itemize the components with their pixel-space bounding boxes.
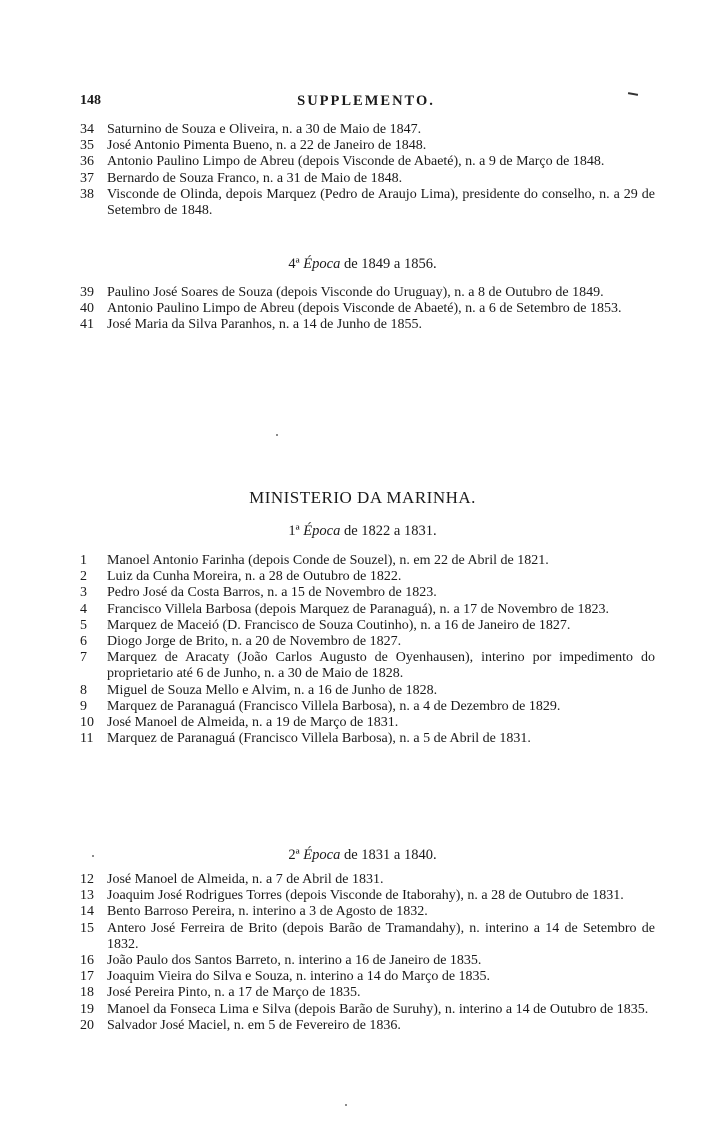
page-header	[80, 93, 652, 115]
running-title: SUPPLEMENTO.	[297, 93, 435, 109]
entry-list-section-3	[80, 553, 655, 747]
entry-text: Manoel da Fonseca Lima e Silva (depois Barão de Suruhy), n. interino a 14 de Outubro de 1835.	[107, 1001, 649, 1017]
epoch-heading-4	[0, 256, 725, 273]
entry-text: Joaquim José Rodrigues Torres (depois Visconde de Itaborahy), n. a 28 de Outubro de 1831.	[107, 888, 624, 904]
list-item	[80, 1018, 655, 1034]
entry-number: 35	[80, 138, 94, 154]
entry-number: 9	[80, 698, 87, 714]
entry-text: Luiz da Cunha Moreira, n. a 28 de Outubro de 1822.	[107, 569, 402, 585]
list-item	[80, 122, 655, 138]
epoch-range: de 1831 a 1840.	[343, 847, 437, 863]
entry-number: 12	[80, 872, 94, 887]
epoch-word: Época	[303, 256, 341, 272]
entry-number: 18	[80, 985, 94, 1001]
speck	[345, 1104, 347, 1106]
entry-number: 39	[80, 285, 94, 300]
list-item	[80, 872, 655, 888]
list-item	[80, 888, 655, 904]
entry-text: José Manoel de Almeida, n. a 7 de Abril de 1831.	[107, 872, 384, 887]
entry-text: Bernardo de Souza Franco, n. a 31 de Maio de 1848.	[107, 170, 403, 186]
list-item	[80, 187, 655, 219]
list-item	[80, 569, 655, 585]
entry-number: 3	[80, 585, 87, 601]
entry-text: Marquez de Paranaguá (Francisco Villela Barbosa), n. a 5 de Abril de 1831.	[107, 731, 531, 747]
entry-list-section-4	[80, 872, 655, 1034]
entry-list-section-2	[80, 285, 655, 334]
entry-number: 6	[80, 634, 87, 650]
entry-list-section-1	[80, 122, 655, 219]
entry-number: 14	[80, 904, 94, 920]
entry-text: Paulino José Soares de Souza (depois Visconde do Uruguay), n. a 8 de Outubro de 1849.	[107, 285, 604, 300]
entry-text: Marquez de Paranaguá (Francisco Villela Barbosa), n. a 4 de Dezembro de 1829.	[107, 698, 561, 714]
entry-number: 2	[80, 569, 87, 585]
list-item	[80, 904, 655, 920]
list-item	[80, 317, 655, 333]
entry-number: 40	[80, 301, 94, 317]
entry-number: 34	[80, 122, 94, 137]
entry-text: Visconde de Olinda, depois Marquez (Pedro de Araujo Lima), presidente do conselho, n. a 29 de Setembro de 1848.	[107, 186, 655, 219]
epoch-label: 4ª	[288, 256, 300, 272]
entry-number: 41	[80, 317, 94, 333]
list-item	[80, 138, 655, 154]
entry-number: 11	[80, 731, 94, 747]
list-item	[80, 171, 655, 187]
entry-text: José Maria da Silva Paranhos, n. a 14 de Junho de 1855.	[107, 317, 422, 333]
entry-number: 16	[80, 953, 94, 969]
entry-number: 13	[80, 888, 94, 904]
list-item	[80, 301, 655, 317]
list-item	[80, 634, 655, 650]
entry-text: Antonio Paulino Limpo de Abreu (depois Visconde de Abaeté), n. a 6 de Setembro de 1853.	[107, 301, 622, 317]
list-item	[80, 585, 655, 601]
list-item	[80, 154, 655, 170]
epoch-heading-1	[0, 523, 725, 540]
epoch-label: 2ª	[288, 847, 300, 863]
entry-text: Pedro José da Costa Barros, n. a 15 de Novembro de 1823.	[107, 585, 437, 601]
list-item	[80, 1002, 655, 1018]
list-item	[80, 618, 655, 634]
list-item	[80, 553, 655, 569]
entry-text: Antonio Paulino Limpo de Abreu (depois Visconde de Abaeté), n. a 9 de Março de 1848.	[107, 154, 605, 170]
entry-text: Miguel de Souza Mello e Alvim, n. a 16 de Junho de 1828.	[107, 682, 438, 698]
list-item	[80, 650, 655, 682]
entry-text: José Manoel de Almeida, n. a 19 de Março de 1831.	[107, 715, 399, 731]
list-item	[80, 969, 655, 985]
entry-number: 36	[80, 154, 94, 170]
epoch-label: 1ª	[288, 523, 300, 539]
speck	[92, 855, 94, 857]
entry-text: Marquez de Aracaty (João Carlos Augusto de Oyenhausen), interino por impedimento do proprietario até 6 de Junho, n. a 30 de Maio de 1828.	[107, 650, 655, 682]
list-item	[80, 699, 655, 715]
list-item	[80, 985, 655, 1001]
entry-number: 5	[80, 617, 87, 633]
epoch-word: Época	[303, 523, 341, 539]
entry-number: 17	[80, 969, 94, 985]
entry-number: 10	[80, 715, 94, 731]
list-item	[80, 683, 655, 699]
list-item	[80, 602, 655, 618]
entry-text: Saturnino de Souza e Oliveira, n. a 30 de Maio de 1847.	[107, 122, 422, 137]
entry-number: 38	[80, 186, 94, 202]
ministry-title: MINISTERIO DA MARINHA.	[249, 488, 476, 507]
entry-text: Antero José Ferreira de Brito (depois Barão de Tramandahy), n. interino a 14 de Setembro de 1832.	[107, 920, 655, 952]
entry-number: 1	[80, 553, 87, 568]
list-item	[80, 731, 655, 747]
entry-text: Francisco Villela Barbosa (depois Marquez de Paranaguá), n. a 17 de Novembro de 1823.	[107, 601, 609, 617]
entry-text: Salvador José Maciel, n. em 5 de Fevereiro de 1836.	[107, 1017, 401, 1033]
epoch-range: de 1849 a 1856.	[343, 256, 437, 272]
entry-text: Marquez de Maceió (D. Francisco de Souza Coutinho), n. a 16 de Janeiro de 1827.	[107, 617, 571, 633]
list-item	[80, 921, 655, 953]
list-item	[80, 715, 655, 731]
epoch-word: Época	[303, 847, 341, 863]
list-item	[80, 285, 655, 301]
entry-text: José Antonio Pimenta Bueno, n. a 22 de Janeiro de 1848.	[107, 138, 427, 154]
list-item	[80, 953, 655, 969]
entry-number: 4	[80, 601, 87, 617]
entry-number: 7	[80, 650, 87, 666]
entry-text: João Paulo dos Santos Barreto, n. interino a 16 de Janeiro de 1835.	[107, 953, 482, 969]
speck	[276, 434, 278, 436]
epoch-heading-2	[0, 847, 725, 864]
page-number: 148	[80, 93, 101, 108]
entry-number: 8	[80, 682, 87, 698]
entry-text: Manoel Antonio Farinha (depois Conde de Souzel), n. em 22 de Abril de 1821.	[107, 553, 549, 568]
entry-number: 19	[80, 1001, 94, 1017]
entry-number: 37	[80, 170, 94, 186]
entry-number: 15	[80, 920, 94, 936]
entry-number: 20	[80, 1017, 94, 1033]
entry-text: Bento Barroso Pereira, n. interino a 3 de Agosto de 1832.	[107, 904, 428, 920]
entry-text: Joaquim Vieira do Silva e Souza, n. interino a 14 do Março de 1835.	[107, 969, 491, 985]
entry-text: Diogo Jorge de Brito, n. a 20 de Novembro de 1827.	[107, 634, 402, 650]
epoch-range: de 1822 a 1831.	[343, 523, 437, 539]
entry-text: José Pereira Pinto, n. a 17 de Março de 1835.	[107, 985, 361, 1001]
